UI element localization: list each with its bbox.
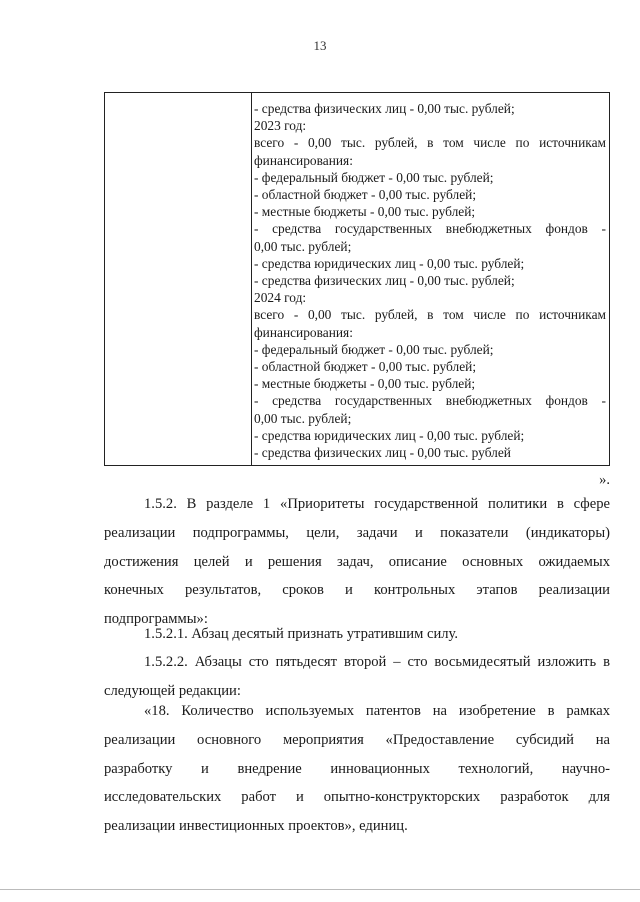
table-line: - средства юридических лиц - 0,00 тыс. рублей;: [254, 255, 525, 271]
table-line: 0,00 тыс. рублей;: [254, 410, 352, 426]
paragraph-1-5-2-1: [104, 620, 610, 649]
table-line: - областной бюджет - 0,00 тыс. рублей;: [254, 359, 477, 374]
table-line: - средства юридических лиц - 0,00 тыс. рублей;: [254, 427, 525, 443]
table-line: 0,00 тыс. рублей;: [254, 238, 352, 254]
table-line: финансирования:: [254, 324, 353, 340]
closing-quote: ».: [599, 472, 610, 488]
table-line: финансирования:: [254, 152, 353, 168]
paragraph-line: «18. Количество используемых патентов на изобретение в рамках: [144, 703, 610, 719]
paragraph-line: реализации основного мероприятия «Предоставление субсидий на: [104, 731, 610, 748]
paragraph-line: подпрограммы»:: [104, 611, 208, 628]
paragraph-line: реализации инвестиционных проектов», единиц.: [104, 818, 408, 835]
paragraph-line: следующей редакции:: [104, 682, 241, 699]
paragraph-line: реализации подпрограммы, цели, задачи и показатели (индикаторы): [104, 524, 610, 541]
table-line: - местные бюджеты - 0,00 тыс. рублей;: [254, 376, 476, 392]
page-bottom-rule: [0, 889, 640, 890]
table-line: - средства физических лиц - 0,00 тыс. рублей;: [254, 273, 515, 288]
table-cell-funding: [254, 100, 606, 461]
table-line: - федеральный бюджет - 0,00 тыс. рублей;: [254, 341, 494, 357]
table-line: - федеральный бюджет - 0,00 тыс. рублей;: [254, 169, 494, 185]
table-line: - местные бюджеты - 0,00 тыс. рублей;: [254, 204, 476, 220]
paragraph-line: конечных результатов, сроков и контрольных этапов реализации: [104, 582, 610, 599]
table-line: всего - 0,00 тыс. рублей, в том числе по источникам: [254, 307, 606, 323]
table-line: - средства государственных внебюджетных фондов -: [254, 393, 606, 409]
table-line: - средства физических лиц - 0,00 тыс. рублей: [254, 445, 511, 460]
paragraph-line: исследовательских работ и опытно-конструкторских разработок для: [104, 789, 610, 806]
paragraph-line: разработку и внедрение инновационных технологий, научно-: [104, 760, 610, 777]
paragraph-line: достижения целей и решения задач, описание основных ожидаемых: [104, 553, 610, 570]
page-number: 13: [313, 38, 327, 53]
paragraph-line: 1.5.2. В разделе 1 «Приоритеты государственной политики в сфере: [144, 496, 610, 512]
table-line: 2024 год:: [254, 290, 307, 306]
table-column-divider: [251, 93, 252, 465]
table-line: - средства физических лиц - 0,00 тыс. рублей;: [254, 101, 515, 116]
paragraph-indicator-18: [104, 697, 610, 841]
table-line: - средства государственных внебюджетных фондов -: [254, 221, 606, 237]
paragraph-1-5-2: [104, 490, 610, 634]
table-line: 2023 год:: [254, 118, 307, 134]
table-line: - областной бюджет - 0,00 тыс. рублей;: [254, 187, 477, 202]
table-line: всего - 0,00 тыс. рублей, в том числе по источникам: [254, 135, 606, 151]
paragraph-line: 1.5.2.2. Абзацы сто пятьдесят второй – сто восьмидесятый изложить в: [144, 654, 610, 670]
paragraph-line: 1.5.2.1. Абзац десятый признать утратившим силу.: [144, 626, 459, 642]
funding-table: [104, 92, 610, 466]
